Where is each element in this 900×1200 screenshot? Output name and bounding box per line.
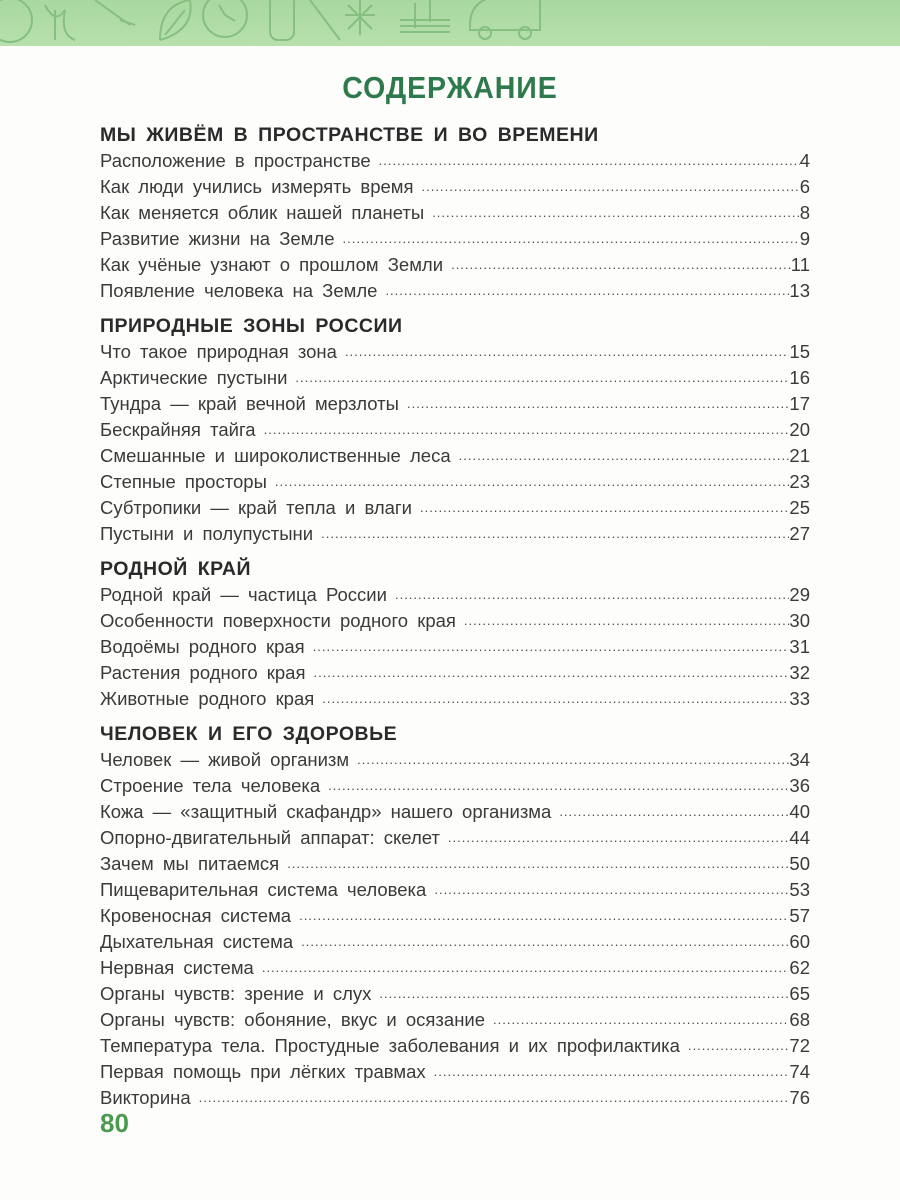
toc-entry xyxy=(100,981,810,1007)
dot-leader xyxy=(342,226,799,252)
entry-page-number: 29 xyxy=(789,584,810,605)
dot-leader xyxy=(493,1007,789,1033)
section-heading: РОДНОЙ КРАЙ xyxy=(100,558,252,580)
toc-entry xyxy=(100,660,810,686)
entry-page-number: 9 xyxy=(799,228,810,249)
entry-page-number: 53 xyxy=(789,879,810,900)
dot-leader xyxy=(434,877,789,903)
entry-title: Появление человека на Земле xyxy=(100,280,378,301)
dot-leader xyxy=(385,278,789,304)
entry-title: Викторина xyxy=(100,1087,191,1108)
decorative-banner xyxy=(0,0,900,46)
dot-leader xyxy=(395,582,789,608)
dot-leader xyxy=(451,252,791,278)
dot-leader xyxy=(357,747,789,773)
dot-leader xyxy=(688,1033,789,1059)
entry-page-number: 11 xyxy=(790,254,810,275)
entry-title: Человек — живой организм xyxy=(100,749,350,770)
entry-page-number: 34 xyxy=(789,749,810,770)
toc-entry xyxy=(100,825,810,851)
entry-page-number: 16 xyxy=(789,367,810,388)
toc-entry xyxy=(100,955,810,981)
dot-leader xyxy=(313,634,790,660)
entry-page-number: 23 xyxy=(789,471,810,492)
dot-leader xyxy=(420,495,789,521)
dot-leader xyxy=(448,825,790,851)
banner-pattern-icons xyxy=(0,0,900,46)
entry-title: Водоёмы родного края xyxy=(100,636,305,657)
dot-leader xyxy=(328,773,789,799)
entry-title: Степные просторы xyxy=(100,471,267,492)
toc-entry xyxy=(100,773,810,799)
entry-title: Родной край — частица России xyxy=(100,584,387,605)
toc-entry xyxy=(100,634,810,660)
entry-page-number: 36 xyxy=(789,775,810,796)
entry-page-number: 57 xyxy=(789,905,810,926)
entry-title: Первая помощь при лёгких травмах xyxy=(100,1061,426,1082)
pencil-icon xyxy=(310,0,340,40)
toc-entry xyxy=(100,226,810,252)
entry-page-number: 13 xyxy=(789,280,810,301)
entry-page-number: 31 xyxy=(789,636,810,657)
toc-entry xyxy=(100,1007,810,1033)
dot-leader xyxy=(559,799,789,825)
entry-title: Животные родного края xyxy=(100,688,315,709)
music-notes-icon xyxy=(400,0,450,32)
toc-entry xyxy=(100,877,810,903)
dot-leader xyxy=(264,417,790,443)
dot-leader xyxy=(322,686,789,712)
entry-page-number: 8 xyxy=(799,202,810,223)
dot-leader xyxy=(464,608,790,634)
entry-page-number: 60 xyxy=(789,931,810,952)
entry-title: Нервная система xyxy=(100,957,254,978)
entry-page-number: 30 xyxy=(789,610,810,631)
toc-entry xyxy=(100,1033,810,1059)
entry-page-number: 40 xyxy=(789,801,810,822)
toc-entry xyxy=(100,174,810,200)
section-heading: ЧЕЛОВЕК И ЕГО ЗДОРОВЬЕ xyxy=(100,723,398,745)
toc-entry xyxy=(100,851,810,877)
entry-title: Зачем мы питаемся xyxy=(100,853,280,874)
entry-page-number: 33 xyxy=(789,688,810,709)
entry-title: Кровеносная система xyxy=(100,905,292,926)
entry-title: Арктические пустыни xyxy=(100,367,288,388)
entry-title: Тундра — край вечной мерзлоты xyxy=(100,393,399,414)
dot-leader xyxy=(379,148,800,174)
entry-page-number: 74 xyxy=(789,1061,810,1082)
entry-page-number: 72 xyxy=(789,1035,810,1056)
dot-leader xyxy=(432,200,800,226)
dot-leader xyxy=(345,339,789,365)
toc-entry xyxy=(100,608,810,634)
entry-page-number: 50 xyxy=(789,853,810,874)
toc-entry xyxy=(100,929,810,955)
dot-leader xyxy=(321,521,789,547)
entry-title: Пищеварительная система человека xyxy=(100,879,427,900)
entry-title: Что такое природная зона xyxy=(100,341,337,362)
dot-leader xyxy=(459,443,790,469)
entry-page-number: 68 xyxy=(789,1009,810,1030)
leaf-icon xyxy=(160,0,191,40)
entry-title: Кожа — «защитный скафандр» нашего организма xyxy=(100,801,552,822)
page-number: 80 xyxy=(100,1108,129,1138)
entry-title: Строение тела человека xyxy=(100,775,321,796)
entry-title: Расположение в пространстве xyxy=(100,150,371,171)
entry-page-number: 65 xyxy=(789,983,810,1004)
entry-title: Как люди учились измерять время xyxy=(100,176,414,197)
toc-entry xyxy=(100,582,810,608)
page-title: СОДЕРЖАНИЕ xyxy=(342,70,558,105)
entry-page-number: 6 xyxy=(799,176,810,197)
dot-leader xyxy=(262,955,790,981)
dot-leader xyxy=(199,1085,790,1111)
entry-page-number: 25 xyxy=(789,497,810,518)
dot-leader xyxy=(313,660,789,686)
globe-icon xyxy=(0,0,32,42)
entry-title: Органы чувств: зрение и слух xyxy=(100,983,372,1004)
section-heading: МЫ ЖИВЁМ В ПРОСТРАНСТВЕ И ВО ВРЕМЕНИ xyxy=(100,124,599,146)
toc-entry xyxy=(100,417,810,443)
entry-title: Развитие жизни на Земле xyxy=(100,228,335,249)
entry-page-number: 76 xyxy=(789,1087,810,1108)
toc-entry xyxy=(100,252,810,278)
toc-entry xyxy=(100,391,810,417)
entry-title: Смешанные и широколиственные леса xyxy=(100,445,451,466)
toc-entry xyxy=(100,469,810,495)
rocket-icon xyxy=(95,0,135,25)
entry-page-number: 4 xyxy=(799,150,810,171)
entry-title: Опорно-двигательный аппарат: скелет xyxy=(100,827,440,848)
section-heading: ПРИРОДНЫЕ ЗОНЫ РОССИИ xyxy=(100,315,403,337)
toc-entry xyxy=(100,747,810,773)
dot-leader xyxy=(275,469,790,495)
toc-entry xyxy=(100,148,810,174)
dot-leader xyxy=(287,851,789,877)
toc-entry xyxy=(100,200,810,226)
entry-title: Как учёные узнают о прошлом Земли xyxy=(100,254,444,275)
butterfly-icon xyxy=(45,5,75,40)
entry-title: Бескрайняя тайга xyxy=(100,419,256,440)
dot-leader xyxy=(379,981,789,1007)
backpack-icon xyxy=(270,0,294,40)
car-icon xyxy=(470,0,540,30)
toc-entry xyxy=(100,365,810,391)
clock-icon xyxy=(203,0,247,37)
toc-entry xyxy=(100,1059,810,1085)
toc-entry xyxy=(100,521,810,547)
table-of-contents xyxy=(100,122,810,1111)
entry-page-number: 20 xyxy=(789,419,810,440)
entry-title: Как меняется облик нашей планеты xyxy=(100,202,425,223)
toc-entry xyxy=(100,495,810,521)
dot-leader xyxy=(434,1059,790,1085)
entry-page-number: 15 xyxy=(789,341,810,362)
entry-title: Органы чувств: обоняние, вкус и осязание xyxy=(100,1009,486,1030)
entry-title: Пустыни и полупустыни xyxy=(100,523,314,544)
dot-leader xyxy=(422,174,800,200)
entry-page-number: 21 xyxy=(789,445,810,466)
entry-title: Особенности поверхности родного края xyxy=(100,610,456,631)
entry-title: Температура тела. Простудные заболевания и их профилактика xyxy=(100,1035,680,1056)
entry-title: Субтропики — край тепла и влаги xyxy=(100,497,413,518)
entry-title: Растения родного края xyxy=(100,662,306,683)
toc-entry xyxy=(100,799,810,825)
dot-leader xyxy=(295,365,789,391)
entry-page-number: 62 xyxy=(789,957,810,978)
toc-entry xyxy=(100,686,810,712)
entry-page-number: 17 xyxy=(789,393,810,414)
toc-entry xyxy=(100,903,810,929)
toc-entry xyxy=(100,1085,810,1111)
toc-entry xyxy=(100,278,810,304)
entry-page-number: 44 xyxy=(789,827,810,848)
dot-leader xyxy=(407,391,789,417)
dot-leader xyxy=(299,903,789,929)
toc-entry xyxy=(100,339,810,365)
entry-title: Дыхательная система xyxy=(100,931,294,952)
toc-entry xyxy=(100,443,810,469)
entry-page-number: 27 xyxy=(789,523,810,544)
snowflake-icon xyxy=(345,0,375,35)
entry-page-number: 32 xyxy=(789,662,810,683)
dot-leader xyxy=(301,929,789,955)
